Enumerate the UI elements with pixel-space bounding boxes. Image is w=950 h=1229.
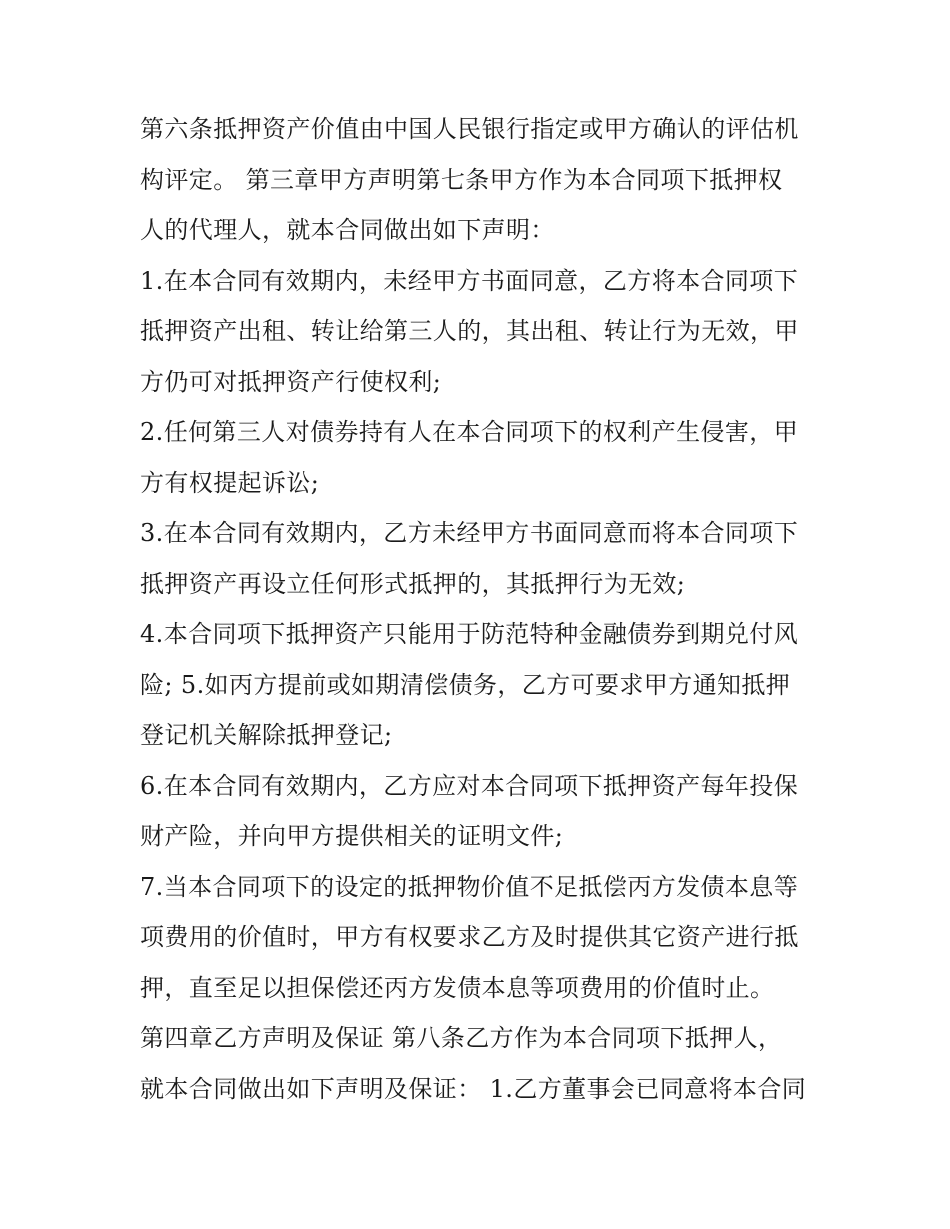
text-line: 6.在本合同有效期内，乙方应对本合同项下抵押资产每年投保 bbox=[140, 771, 799, 800]
text-line: 抵押资产再设立任何形式抵押的，其抵押行为无效; bbox=[140, 569, 686, 598]
document-body bbox=[140, 104, 820, 1114]
text-line: 3.在本合同有效期内，乙方未经甲方书面同意而将本合同项下 bbox=[140, 519, 799, 547]
text-line: 险; 5.如丙方提前或如期清偿债务，乙方可要求甲方通知抵押 bbox=[140, 670, 791, 699]
text-line: 1.在本合同有效期内，未经甲方书面同意，乙方将本合同项下 bbox=[140, 266, 799, 295]
text-line: 2.任何第三人对债券持有人在本合同项下的权利产生侵害，甲 bbox=[140, 418, 799, 446]
text-line: 押，直至足以担保偿还丙方发债本息等项费用的价值时止。 bbox=[140, 973, 775, 1002]
text-line: 方有权提起诉讼; bbox=[140, 468, 320, 497]
text-line: 构评定。 第三章甲方声明第七条甲方作为本合同项下抵押权 bbox=[140, 165, 783, 194]
text-line: 财产险，并向甲方提供相关的证明文件; bbox=[140, 822, 564, 850]
text-line: 方仍可对抵押资产行使权利; bbox=[140, 367, 442, 396]
text-line: 第四章乙方声明及保证 第八条乙方作为本合同项下抵押人， bbox=[140, 1024, 783, 1052]
text-line: 人的代理人，就本合同做出如下声明： bbox=[140, 216, 555, 244]
text-line: 项费用的价值时，甲方有权要求乙方及时提供其它资产进行抵 bbox=[140, 923, 799, 951]
text-line: 第六条抵押资产价值由中国人民银行指定或甲方确认的评估机 bbox=[140, 115, 799, 143]
text-line: 7.当本合同项下的设定的抵押物价值不足抵偿丙方发债本息等 bbox=[140, 872, 799, 901]
text-line: 登记机关解除抵押登记; bbox=[140, 721, 393, 749]
text-line: 抵押资产出租、转让给第三人的，其出租、转让行为无效，甲 bbox=[140, 317, 799, 345]
text-line: 4.本合同项下抵押资产只能用于防范特种金融债券到期兑付风 bbox=[140, 620, 799, 648]
text-line: 就本合同做出如下声明及保证： 1.乙方董事会已同意将本合同 bbox=[140, 1074, 807, 1103]
